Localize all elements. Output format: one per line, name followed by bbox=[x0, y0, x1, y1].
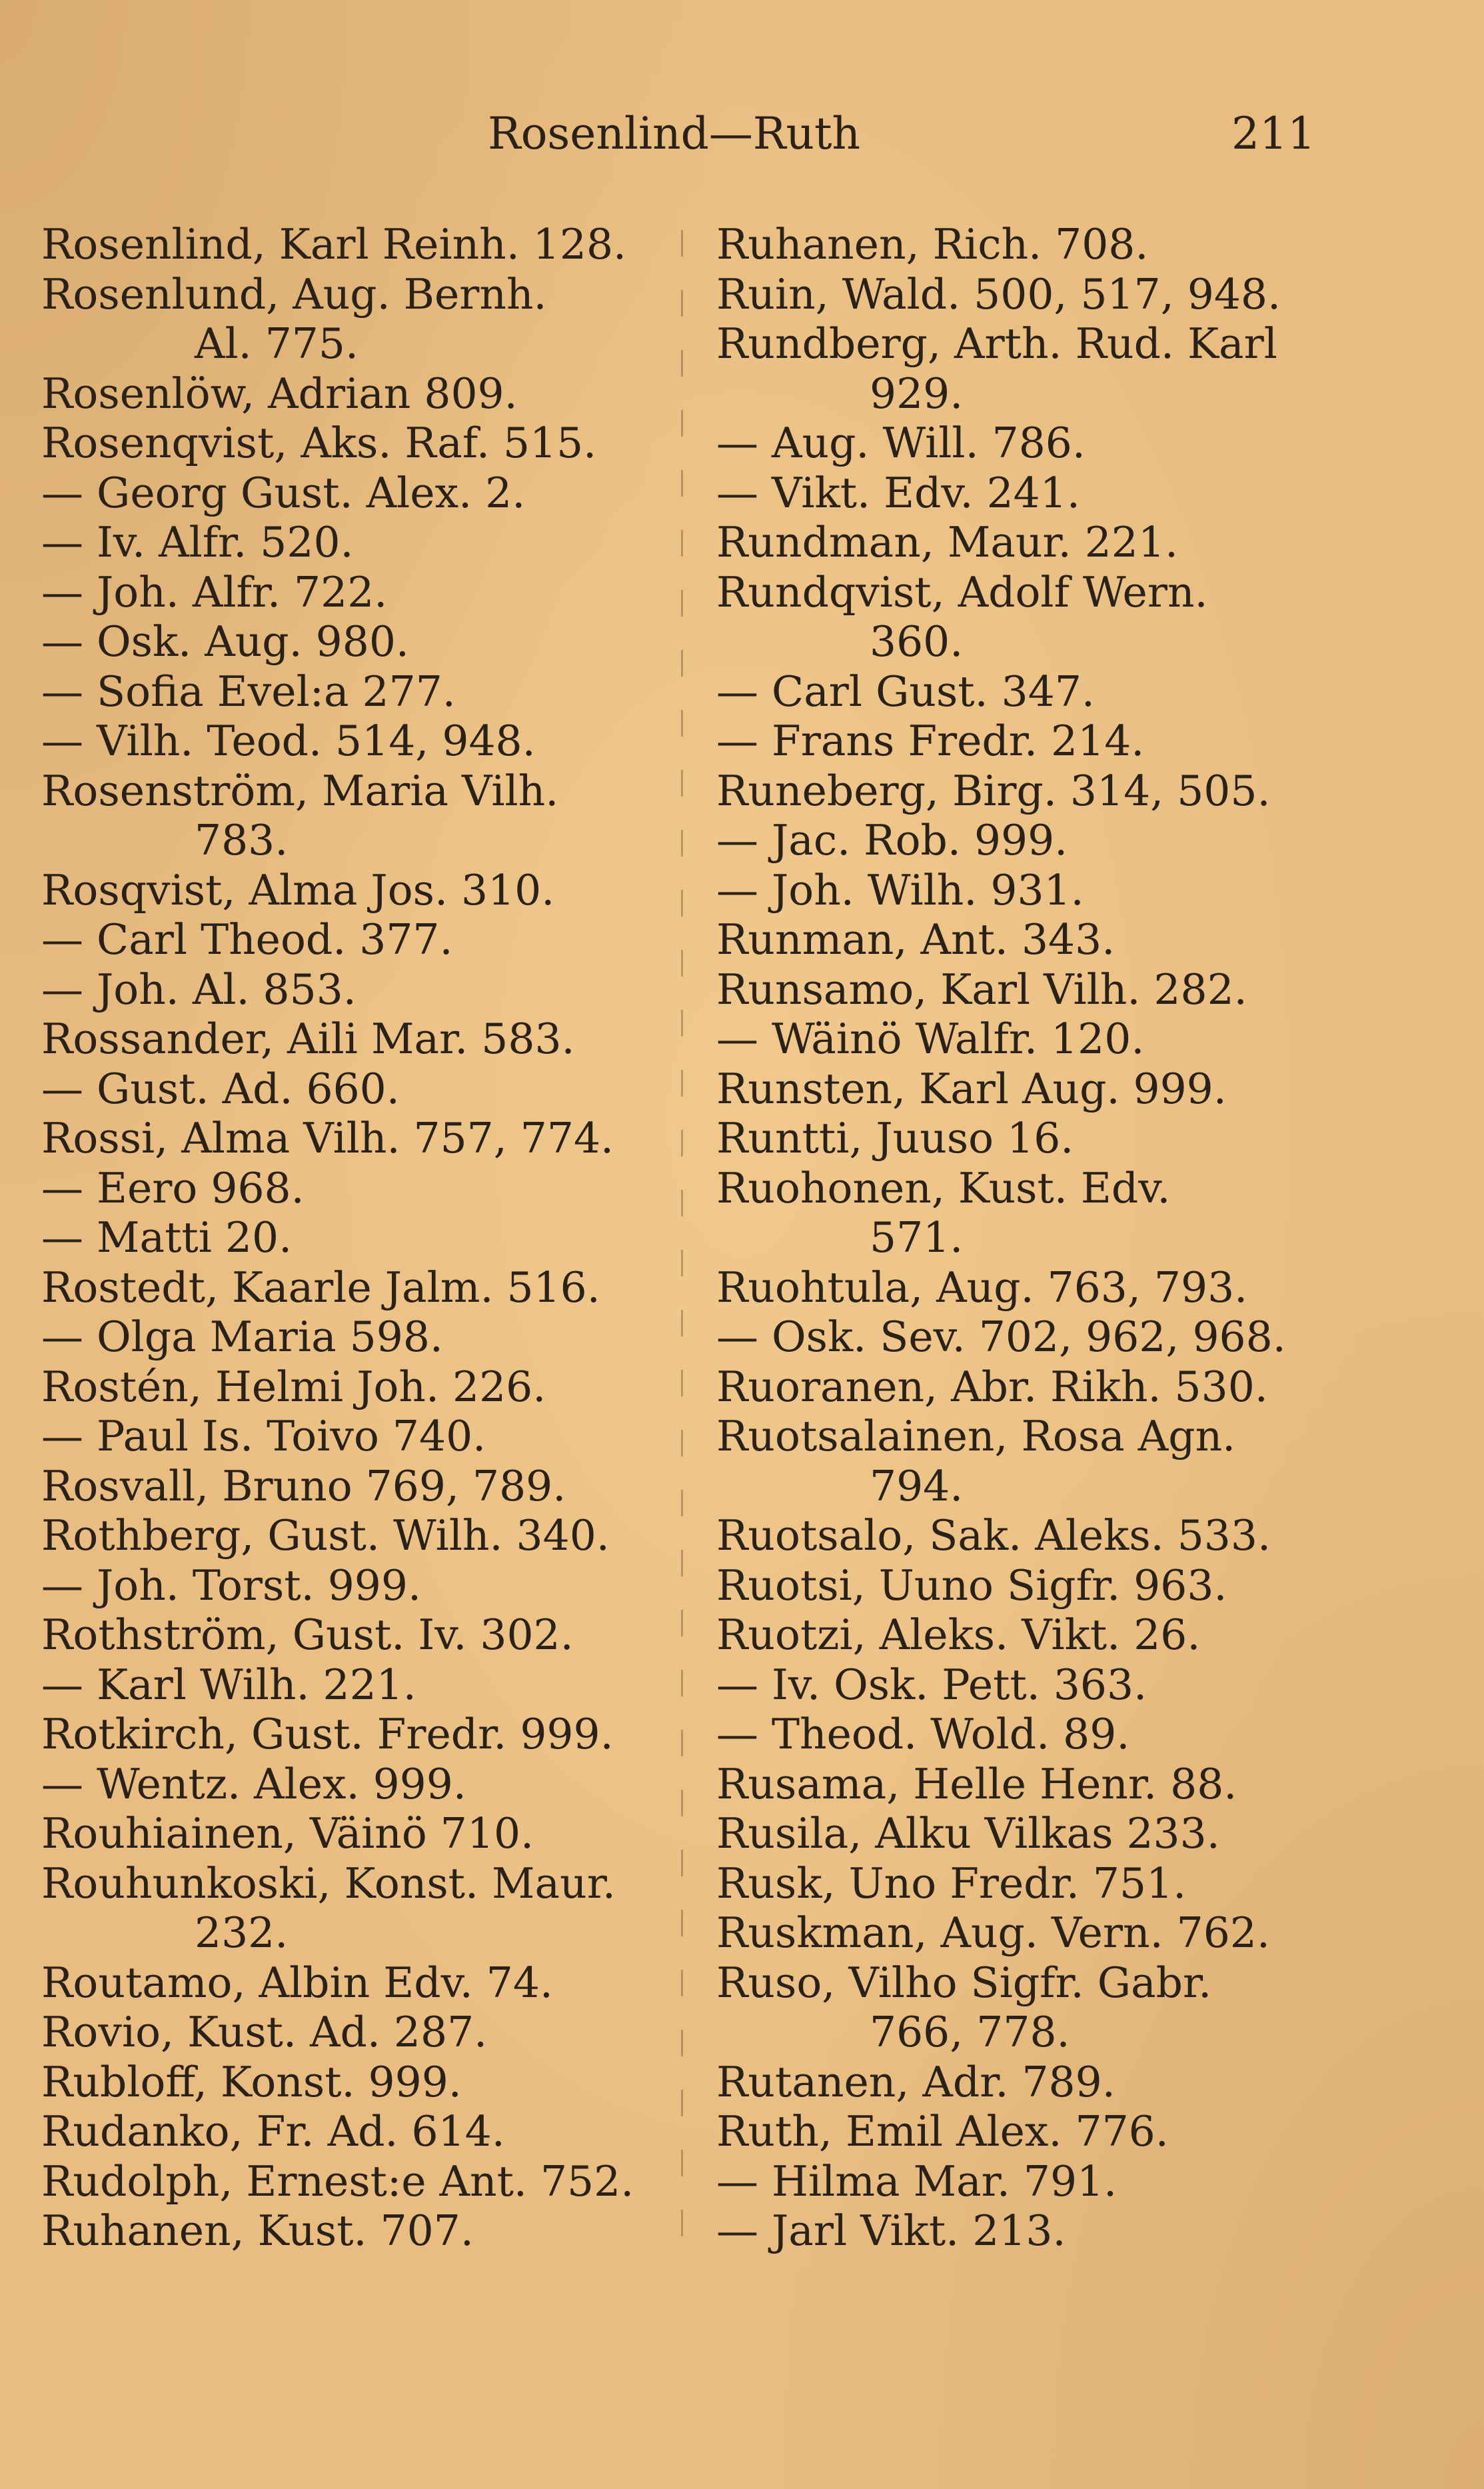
index-entry: — Georg Gust. Alex. 2. bbox=[41, 468, 526, 517]
page-number: 211 bbox=[1231, 108, 1315, 159]
index-entry: — Joh. Al. 853. bbox=[41, 965, 357, 1014]
index-entry: Ruhanen, Rich. 708. bbox=[716, 220, 1149, 269]
index-entry: Rossander, Aili Mar. 583. bbox=[41, 1015, 575, 1063]
index-entry: Ruotsalo, Sak. Aleks. 533. bbox=[716, 1511, 1271, 1560]
index-entry: Ruso, Vilho Sigfr. Gabr. bbox=[716, 1958, 1212, 2007]
index-entry: Rosenlöw, Adrian 809. bbox=[41, 369, 518, 418]
index-entry: — Aug. Will. 786. bbox=[716, 419, 1086, 467]
index-entry: Rusk, Uno Fredr. 751. bbox=[716, 1858, 1187, 1908]
index-entry: — Olga Maria 598. bbox=[41, 1312, 443, 1361]
index-entry: — Vilh. Teod. 514, 948. bbox=[41, 717, 536, 765]
index-entry: Ruin, Wald. 500, 517, 948. bbox=[716, 269, 1281, 319]
index-entry: Rostén, Helmi Joh. 226. bbox=[41, 1362, 546, 1411]
index-entry: Rusila, Alku Vilkas 233. bbox=[716, 1809, 1220, 1858]
index-entry: — Vikt. Edv. 241. bbox=[716, 468, 1080, 517]
index-entry: — Sofia Evel:a 277. bbox=[41, 667, 456, 716]
index-entry: Runtti, Juuso 16. bbox=[716, 1114, 1074, 1163]
index-entry-continuation: 360. bbox=[870, 617, 964, 666]
index-entry: Runsten, Karl Aug. 999. bbox=[716, 1064, 1227, 1113]
index-entry-continuation: 929. bbox=[870, 369, 964, 418]
index-entry: — Jac. Rob. 999. bbox=[716, 816, 1068, 865]
index-entry: — Iv. Alfr. 520. bbox=[41, 518, 354, 567]
index-entry: Rovio, Kust. Ad. 287. bbox=[41, 2008, 488, 2056]
index-entry: Rutanen, Adr. 789. bbox=[716, 2057, 1115, 2106]
column-divider bbox=[681, 230, 683, 2256]
index-entry: Ruohonen, Kust. Edv. bbox=[716, 1163, 1171, 1213]
index-entry: Rouhiainen, Väinö 710. bbox=[41, 1809, 534, 1858]
index-entry-continuation: Al. 775. bbox=[195, 319, 359, 368]
index-entry: Ruotsalainen, Rosa Agn. bbox=[716, 1412, 1236, 1460]
index-entry: — Frans Fredr. 214. bbox=[716, 717, 1145, 765]
running-head: Rosenlind—Ruth bbox=[488, 108, 861, 159]
index-entry: Ruohtula, Aug. 763, 793. bbox=[716, 1262, 1248, 1312]
index-entry: Rosqvist, Alma Jos. 310. bbox=[41, 865, 555, 915]
index-entry: — Theod. Wold. 89. bbox=[716, 1710, 1130, 1758]
index-entry: Rundman, Maur. 221. bbox=[716, 518, 1178, 567]
index-entry: Rotkirch, Gust. Fredr. 999. bbox=[41, 1710, 614, 1758]
index-entry: Rusama, Helle Henr. 88. bbox=[716, 1759, 1237, 1808]
index-entry: Runeberg, Birg. 314, 505. bbox=[716, 766, 1271, 815]
index-entry-continuation: 794. bbox=[870, 1461, 964, 1510]
index-entry: — Eero 968. bbox=[41, 1163, 305, 1213]
index-entry: — Karl Wilh. 221. bbox=[41, 1660, 416, 1709]
index-entry-continuation: 766, 778. bbox=[870, 2008, 1070, 2056]
index-entry: Rosenlind, Karl Reinh. 128. bbox=[41, 220, 627, 269]
index-entry: Ruotzi, Aleks. Vikt. 26. bbox=[716, 1610, 1201, 1659]
index-entry: Rundqvist, Adolf Wern. bbox=[716, 567, 1208, 617]
index-entry: — Matti 20. bbox=[41, 1213, 293, 1262]
index-entry: — Joh. Alfr. 722. bbox=[41, 567, 388, 617]
index-entry: — Paul Is. Toivo 740. bbox=[41, 1412, 486, 1460]
index-entry: — Osk. Sev. 702, 962, 968. bbox=[716, 1312, 1286, 1361]
index-entry: Runsamo, Karl Vilh. 282. bbox=[716, 965, 1247, 1014]
index-entry: Rothberg, Gust. Wilh. 340. bbox=[41, 1511, 610, 1560]
index-entry: Rostedt, Kaarle Jalm. 516. bbox=[41, 1262, 600, 1312]
index-entry: — Joh. Torst. 999. bbox=[41, 1560, 421, 1610]
index-entry: — Osk. Aug. 980. bbox=[41, 617, 409, 666]
index-entry: — Wäinö Walfr. 120. bbox=[716, 1015, 1145, 1063]
index-entry-continuation: 571. bbox=[870, 1213, 964, 1262]
index-entry: Rossi, Alma Vilh. 757, 774. bbox=[41, 1114, 614, 1163]
index-entry: Ruoranen, Abr. Rikh. 530. bbox=[716, 1362, 1268, 1411]
left-column bbox=[41, 220, 681, 2256]
index-entry: Ruhanen, Kust. 707. bbox=[41, 2206, 474, 2255]
index-entry: Rundberg, Arth. Rud. Karl bbox=[716, 319, 1277, 368]
index-entry: Ruskman, Aug. Vern. 762. bbox=[716, 1908, 1270, 1957]
index-entry: — Iv. Osk. Pett. 363. bbox=[716, 1660, 1147, 1709]
index-entry: Ruth, Emil Alex. 776. bbox=[716, 2107, 1169, 2156]
index-entry: Rosenqvist, Aks. Raf. 515. bbox=[41, 419, 597, 467]
index-entry: Routamo, Albin Edv. 74. bbox=[41, 1958, 553, 2007]
index-entry: — Wentz. Alex. 999. bbox=[41, 1759, 466, 1808]
index-entry: — Jarl Vikt. 213. bbox=[716, 2206, 1066, 2255]
index-entry: — Hilma Mar. 791. bbox=[716, 2156, 1117, 2206]
index-entry: Runman, Ant. 343. bbox=[716, 915, 1115, 964]
index-entry: Rosenlund, Aug. Bernh. bbox=[41, 269, 547, 319]
index-entry: Rudolph, Ernest:e Ant. 752. bbox=[41, 2156, 634, 2206]
right-column bbox=[716, 220, 1383, 2256]
index-entry: Rosenström, Maria Vilh. bbox=[41, 766, 559, 815]
index-entry: — Gust. Ad. 660. bbox=[41, 1064, 400, 1113]
index-entry: Rouhunkoski, Konst. Maur. bbox=[41, 1858, 616, 1908]
index-entry-continuation: 783. bbox=[195, 816, 289, 865]
index-entry: — Carl Gust. 347. bbox=[716, 667, 1095, 716]
index-entry: — Carl Theod. 377. bbox=[41, 915, 453, 964]
index-entry: Rosvall, Bruno 769, 789. bbox=[41, 1461, 566, 1510]
index-entry: — Joh. Wilh. 931. bbox=[716, 865, 1084, 915]
index-entry: Rudanko, Fr. Ad. 614. bbox=[41, 2107, 505, 2156]
index-entry: Rothström, Gust. Iv. 302. bbox=[41, 1610, 574, 1659]
index-entry: Ruotsi, Uuno Sigfr. 963. bbox=[716, 1560, 1227, 1610]
index-entry: Rubloff, Konst. 999. bbox=[41, 2057, 462, 2106]
index-entry-continuation: 232. bbox=[195, 1908, 289, 1957]
